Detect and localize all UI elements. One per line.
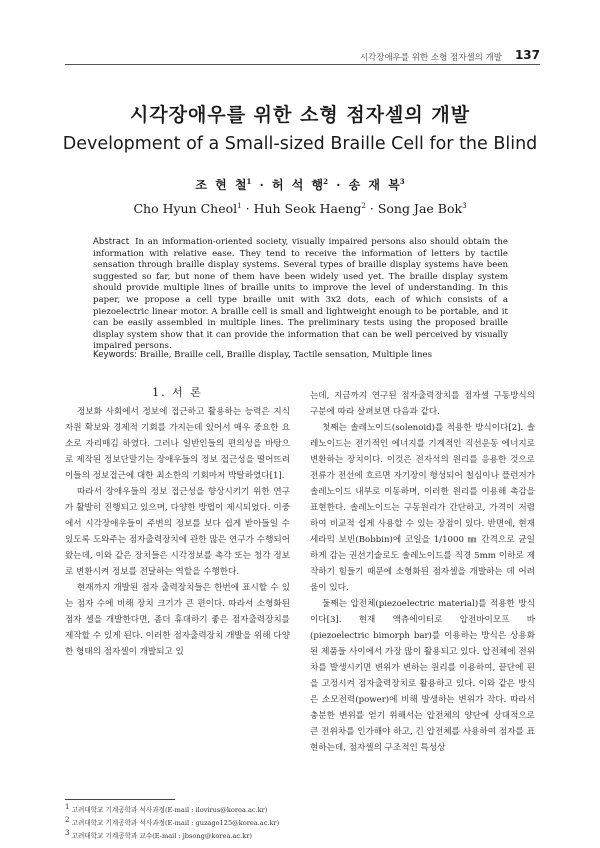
author-name: 조 현 철 xyxy=(195,178,247,192)
author-sep: · xyxy=(259,178,264,192)
abstract-text: In an information-oriented society, visually impaired persons also should obtain the information with relative ease. They tend to receive the information of letters by tactile sensation through braille display systems. Several types of braille display systems have been suggested so far, but none of them have been widely used yet. The braille display system should provide multiple lines of braille units to improve the level of understanding. In this paper, we propose a cell type braille unit with 3x2 dots, each of which consists of a piezoelectric linear motor. A braille cell is small and lightweight enough to be portable, and it can be easily assembled in multiple lines. The preliminary tests using the proposed braille display system show that it can provide the information that can be well perceived by visually impaired persons. xyxy=(93,237,508,352)
author-sup: 1 xyxy=(237,201,242,210)
paragraph: 둘째는 압전체(piezoelectric material)를 적용한 방식이다[3]. 현재 액츄에이터로 압전바이모프 바(piezoelectric bimorph bar)를 이용하는 방식은 상용화된 제품들 사이에서 가장 많이 활용되고 있다. 압전체에 전위차를 발생시키면 변위가 변하는 원리를 이용하여, 끝단에 핀을 고정시켜 점자출력장치로 활용하고 있다. 이와 같은 방식은 소모전력(power)에 비해 발생하는 변위가 작다. 따라서 충분한 변위를 얻기 위해서는 압전체의 양단에 상대적으로 큰 전위차를 인가해야 하고, 긴 압전체를 사용하여 점자를 표현하는데, 점자셀의 구조적인 특성상 xyxy=(310,599,535,753)
author-name: 허 석 행 xyxy=(271,178,324,192)
keywords-label: Keywords: xyxy=(93,350,138,360)
paragraph: 현재까지 개발된 점자 출력장치들은 한번에 표시할 수 있는 점자 수에 비해 장치 크기가 큰 편이다. 따라서 소형화된 점자 셀을 개발한다면, 좀더 휴대하기 좋은 점자출력장치를 제작할 수 있게 된다. 이러한 점자출력장치 개발을 위해 다양한 형태의 점자셀이 개발되고 있 xyxy=(65,583,290,657)
footnote xyxy=(65,802,305,815)
footnote xyxy=(65,828,305,841)
footnote-text: 고려대학교 기계공학과 석사과정(E-mail : ilovirus@korea.ac.kr) xyxy=(71,806,268,815)
running-title: 시각장애우를 위한 소형 점자셀의 개발 xyxy=(359,53,502,63)
paragraph: 따라서 장애우들의 정보 접근성을 향상시키기 위한 연구가 활발히 진행되고 있으며, 다양한 방법이 제시되었다. 이중에서 시각장애우들이 주변의 정보를 보다 쉽게 받아들일 수 있도록 도와주는 점자출력장치에 관한 많은 연구가 수행되어 왔는데, 이와 같은 장치들은 시각정보를 촉각 또는 청각 정보로 변환시켜 정보를 전달하는 역할을 수행한다. xyxy=(65,487,290,577)
author-sup: 2 xyxy=(361,201,366,210)
footnote-rule xyxy=(65,799,175,800)
author-name: Song Jae Bok xyxy=(377,201,463,216)
abstract-label: Abstract xyxy=(93,237,130,247)
footnote-sup: 2 xyxy=(65,816,70,825)
left-column xyxy=(65,404,290,660)
footnote-sup: 1 xyxy=(65,803,70,811)
keywords-text: Braille, Braille cell, Braille display, Tactile sensation, Multiple lines xyxy=(139,350,433,360)
authors-korean xyxy=(0,176,600,193)
header-rule xyxy=(65,64,540,65)
authors-english xyxy=(0,201,600,216)
title-english: Development of a Small-sized Braille Cell for the Blind xyxy=(62,134,538,154)
author-name: Huh Seok Haeng xyxy=(253,201,362,216)
footnote-text: 고려대학교 기계공학과 석사과정(E-mail : guzago125@korea.ac.kr) xyxy=(71,819,280,828)
footnote-text: 고려대학교 기계공학과 교수(E-mail : jbsong@korea.ac.kr) xyxy=(71,832,252,841)
keywords xyxy=(93,350,508,360)
footnotes xyxy=(65,802,305,842)
author-sep: · xyxy=(369,201,374,216)
author-sup: 3 xyxy=(399,177,405,186)
author-sup: 2 xyxy=(323,177,328,186)
abstract xyxy=(93,237,508,353)
footnote xyxy=(65,815,305,828)
author-sep: · xyxy=(336,178,341,192)
author-name: Cho Hyun Cheol xyxy=(133,201,238,216)
author-sep: · xyxy=(245,201,250,216)
author-sup: 1 xyxy=(246,177,252,186)
paragraph: 는데, 지금까지 연구된 점자출력장치를 점자셀 구동방식의 구분에 따라 살펴보면 다음과 같다. xyxy=(310,391,535,417)
author-name: 송 재 복 xyxy=(348,178,400,192)
paragraph: 첫째는 솔레노이드(solenoid)를 적용한 방식이다[2]. 솔레노이드는 전기적인 에너지를 기계적인 직선운동 에너지로 변환하는 장치이다. 이것은 전자석의 원리를 응용한 것으로 전류가 전선에 흐르면 자기장이 형성되어 철심이나 플런저가 솔레노이드 내부로 이동하며, 이러한 원리를 이용해 촉감을 표현한다. 솔레노이드는 구동원리가 간단하고, 가격이 저렴하여 비교적 쉽게 사용할 수 있는 장점이 있다. 반면에, 현재 세라믹 보빈(Bobbin)에 코일을 1/1000 ㎜ 간격으로 균일하게 감는 권선기술로도 솔레노이드를 직경 5mm 이하로 제작하기 힘들기 때문에 소형화된 점자셀을 개발하는 데 어려움이 있다. xyxy=(310,423,535,593)
paragraph: 정보화 사회에서 정보에 접근하고 활용하는 능력은 지식자원 확보와 경제적 기회를 가지는데 있어서 매우 중요한 요소로 자리매김 하였다. 그러나 일반인들의 편의성을 바탕으로 제작된 정보단말기는 장애우들의 정보 접근성을 떨어뜨려 이들의 정보접근에 대한 최소한의 기회마저 박탈하였다[1]. xyxy=(65,407,290,481)
footnote-sup: 3 xyxy=(65,829,70,838)
title-korean: 시각장애우를 위한 소형 점자셀의 개발 xyxy=(129,104,471,126)
section-title: 1. 서 론 xyxy=(152,386,203,399)
right-column xyxy=(310,388,535,756)
page-number: 137 xyxy=(514,48,540,62)
author-sup: 3 xyxy=(462,201,467,210)
